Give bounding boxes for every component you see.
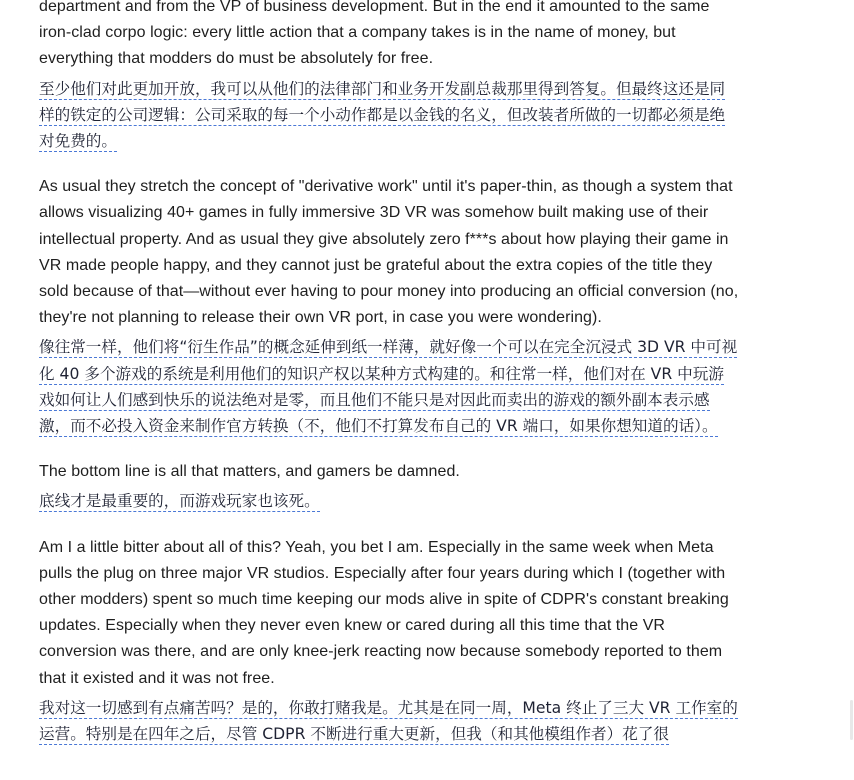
article-body — [39, 0, 739, 747]
paragraph-english: department and from the VP of business development. But in the end it amounted to the same iron-clad corpo logic: every little action that a company takes is in the name of money, but everything that modders do must be absolutely for free. — [39, 0, 710, 68]
paragraph-translation — [39, 334, 739, 439]
paragraph-spacer — [39, 154, 739, 174]
paragraph-block-4 — [39, 535, 739, 748]
scrollbar-thumb[interactable] — [850, 700, 853, 740]
paragraph-translation — [39, 76, 739, 155]
paragraph-translation — [39, 695, 739, 747]
paragraph-spacer — [39, 515, 739, 535]
paragraph-spacer — [39, 439, 739, 459]
translation-text[interactable]: 我对这一切感到有点痛苦吗？是的，你敢打赌我是。尤其是在同一周，Meta 终止了三大 VR 工作室的运营。特别是在四年之后，尽管 CDPR 不断进行重大更新，但我（和其他模组作者）花了很 — [39, 698, 738, 744]
paragraph-english: The bottom line is all that matters, and gamers be damned. — [39, 463, 460, 481]
paragraph-english: As usual they stretch the concept of "derivative work" until it's paper-thin, as though a system that allows visualizing 40+ games in fully immersive 3D VR was somehow built making use of their intellectual property. And as usual they give absolutely zero f***s about how playing their game in VR made people happy, and they cannot just be grateful about the extra copies of the title they sold because of that—without ever having to pour money into producing an official conversion (no, they're not planning to release their own VR port, in case you were wondering). — [39, 178, 739, 327]
paragraph-translation — [39, 488, 739, 514]
paragraph-block-2 — [39, 174, 739, 439]
translation-text[interactable]: 底线才是最重要的，而游戏玩家也该死。 — [39, 492, 320, 511]
translation-text[interactable]: 像往常一样，他们将“衍生作品”的概念延伸到纸一样薄，就好像一个可以在完全沉浸式 3D VR 中可视化 40 多个游戏的系统是利用他们的知识产权以某种方式构建的。和往常一样，他们对在 VR 中玩游戏如何让人们感到快乐的说法绝对是零，而且他们不能只是对因此而卖出的游戏的额外副本表示感激，而不必投入资金来制作官方转换（不，他们不打算发布自己的 VR 端口，如果你想知道的话）。 — [39, 338, 738, 436]
paragraph-block-3 — [39, 459, 739, 514]
paragraph-english: Am I a little bitter about all of this? Yeah, you bet I am. Especially in the same week when Meta pulls the plug on three major VR studios. Especially after four years during which I (together with other modders) spent so much time keeping our mods alive in spite of CDPR's constant breaking updates. Especially when they never even knew or cared during all this time that the VR conversion was there, and are only knee-jerk reacting now because somebody reported to them that it existed and it was not free. — [39, 538, 729, 687]
paragraph-block-1 — [39, 0, 739, 154]
translation-text[interactable]: 至少他们对此更加开放，我可以从他们的法律部门和业务开发副总裁那里得到答复。但最终这还是同样的铁定的公司逻辑：公司采取的每一个小动作都是以金钱的名义，但改装者所做的一切都必须是绝对免费的。 — [39, 79, 726, 151]
